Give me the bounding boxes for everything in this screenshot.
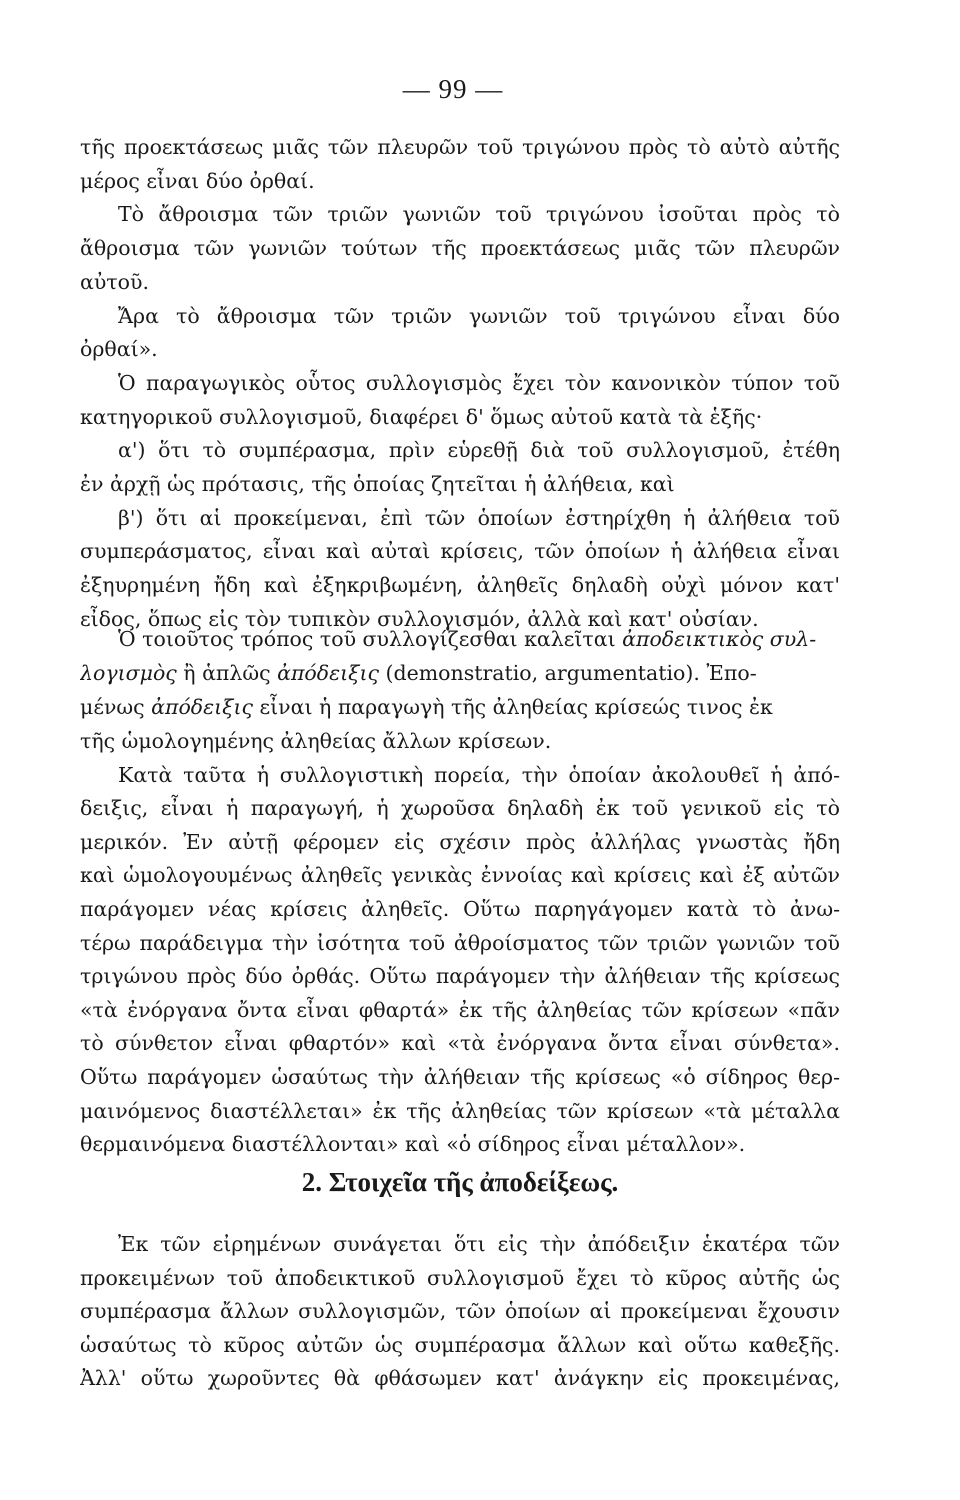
text-line: Ἐκ τῶν εἰρημένων συνάγεται ὅτι εἰς τὴν ἀπόδειξιν ἑκατέρα τῶν bbox=[118, 1232, 840, 1256]
italic-term: ἀποδεικτικὸς συλ- bbox=[622, 627, 817, 651]
text-line: ἐξηυρημένη ἤδη καὶ ἐξηκριβωμένη, ἀληθεῖς δηλαδὴ οὐχὶ μόνον κατ' bbox=[80, 573, 840, 598]
text-line: Κατὰ ταῦτα ἡ συλλογιστικὴ πορεία, τὴν ὁποίαν ἀκολουθεῖ ἡ ἀπό- bbox=[118, 762, 840, 787]
text-line: α') ὅτι τὸ συμπέρασμα, πρὶν εὑρεθῇ διὰ τοῦ συλλογισμοῦ, ἐτέθη bbox=[118, 438, 840, 463]
text-line: «τὰ ἐνόργανα ὄντα εἶναι φθαρτά» ἐκ τῆς ἀληθείας τῶν κρίσεων «πᾶν bbox=[80, 997, 840, 1022]
text-line: παράγομεν νέας κρίσεις ἀληθεῖς. Οὕτω παρηγάγομεν κατὰ τὸ ἀνω- bbox=[80, 897, 840, 921]
text-line: συμπέρασμα ἄλλων συλλογισμῶν, τῶν ὁποίων αἱ προκείμεναι ἔχουσιν bbox=[80, 1299, 840, 1323]
text-line: καὶ ὡμολογουμένως ἀληθεῖς γενικὰς ἐννοίας καὶ κρίσεις καὶ ἐξ αὐτῶν bbox=[80, 863, 840, 888]
text-line: τῆς προεκτάσεως μιᾶς τῶν πλευρῶν τοῦ τριγώνου πρὸς τὸ αὐτὸ αὐτῆς bbox=[80, 135, 840, 159]
text-line: εἶδος, ὅπως εἰς τὸν τυπικὸν συλλογισμόν, ἀλλὰ καὶ κατ' οὐσίαν. bbox=[80, 606, 759, 631]
text-run: Ὁ τοιοῦτος τρόπος τοῦ συλλογίζεσθαι καλεῖται bbox=[118, 627, 623, 651]
text-line: προκειμένων τοῦ ἀποδεικτικοῦ συλλογισμοῦ ἔχει τὸ κῦρος αὐτῆς ὡς bbox=[80, 1265, 840, 1290]
text-line: ἄθροισμα τῶν γωνιῶν τούτων τῆς προεκτάσεως μιᾶς τῶν πλευρῶν bbox=[80, 236, 840, 261]
text-run: (demonstratio, argumentatio). Ἐπο- bbox=[378, 661, 757, 685]
text-line: Ὁ παραγωγικὸς οὗτος συλλογισμὸς ἔχει τὸν κανονικὸν τύπον τοῦ bbox=[118, 370, 840, 395]
page-number: — 99 — bbox=[402, 74, 504, 104]
text-line: ἐν ἀρχῇ ὡς πρότασις, τῆς ὁποίας ζητεῖται ἡ ἀλήθεια, καὶ bbox=[80, 472, 675, 496]
text-line bbox=[80, 690, 840, 724]
text-line: μέρος εἶναι δύο ὀρθαί. bbox=[80, 168, 315, 193]
text-line: Ἀλλ' οὕτω χωροῦντες θὰ φθάσωμεν κατ' ἀνάγκην εἰς προκειμένας, bbox=[80, 1366, 840, 1390]
text-line: αὐτοῦ. bbox=[80, 269, 149, 294]
text-line: μαινόμενος διαστέλλεται» ἐκ τῆς ἀληθείας τῶν κρίσεων «τὰ μέταλλα bbox=[80, 1098, 840, 1123]
italic-term: ἀπόδειξις bbox=[277, 661, 379, 685]
text-line: τὸ σύνθετον εἶναι φθαρτόν» καὶ «τὰ ἐνόργανα ὄντα εἶναι σύνθετα». bbox=[80, 1031, 840, 1056]
section-heading: 2. Στοιχεῖα τῆς ἀποδείξεως. bbox=[301, 1167, 619, 1197]
text-line: τριγώνου πρὸς δύο ὀρθάς. Οὕτω παράγομεν τὴν ἀλήθειαν τῆς κρίσεως bbox=[80, 964, 840, 989]
text-line: Ἄρα τὸ ἄθροισμα τῶν τριῶν γωνιῶν τοῦ τριγώνου εἶναι δύο bbox=[118, 303, 840, 328]
text-line: κατηγορικοῦ συλλογισμοῦ, διαφέρει δ' ὅμως αὐτοῦ κατὰ τὰ ἑξῆς· bbox=[80, 404, 763, 429]
text-line: δειξις, εἶναι ἡ παραγωγή, ἡ χωροῦσα δηλαδὴ ἐκ τοῦ γενικοῦ εἰς τὸ bbox=[80, 796, 840, 821]
text-line bbox=[80, 656, 840, 690]
text-line: ὀρθαί». bbox=[80, 337, 158, 362]
italic-term: ἀπόδειξις bbox=[151, 695, 253, 719]
text-line bbox=[118, 622, 840, 656]
text-run: εἶναι ἡ παραγωγὴ τῆς ἀληθείας κρίσεώς τινος ἐκ bbox=[252, 695, 773, 719]
text-line: συμπεράσματος, εἶναι καὶ αὐταὶ κρίσεις, τῶν ὁποίων ἡ ἀλήθεια εἶναι bbox=[80, 539, 840, 564]
text-line: Τὸ ἄθροισμα τῶν τριῶν γωνιῶν τοῦ τριγώνου ἰσοῦται πρὸς τὸ bbox=[118, 202, 840, 227]
text-line: θερμαινόμενα διαστέλλονται» καὶ «ὁ σίδηρος εἶναι μέταλλον». bbox=[80, 1132, 746, 1157]
text-run: μένως bbox=[80, 695, 152, 719]
text-line: τῆς ὡμολογημένης ἀληθείας ἄλλων κρίσεων. bbox=[80, 729, 552, 753]
italic-term: λογισμὸς bbox=[80, 661, 177, 685]
text-line: β') ὅτι αἱ προκείμεναι, ἐπὶ τῶν ὁποίων ἐστηρίχθη ἡ ἀλήθεια τοῦ bbox=[118, 505, 840, 530]
text-line: τέρω παράδειγμα τὴν ἰσότητα τοῦ ἀθροίσματος τῶν τριῶν γωνιῶν τοῦ bbox=[80, 930, 840, 955]
text-run: ἢ ἁπλῶς bbox=[176, 661, 278, 685]
text-line: μερικόν. Ἐν αὐτῇ φέρομεν εἰς σχέσιν πρὸς ἀλλήλας γνωστὰς ἤδη bbox=[80, 829, 840, 854]
text-line: ὡσαύτως τὸ κῦρος αὐτῶν ὡς συμπέρασμα ἄλλων καὶ οὕτω καθεξῆς. bbox=[80, 1332, 840, 1357]
text-line: Οὕτω παράγομεν ὡσαύτως τὴν ἀλήθειαν τῆς κρίσεως «ὁ σίδηρος θερ- bbox=[80, 1065, 840, 1089]
